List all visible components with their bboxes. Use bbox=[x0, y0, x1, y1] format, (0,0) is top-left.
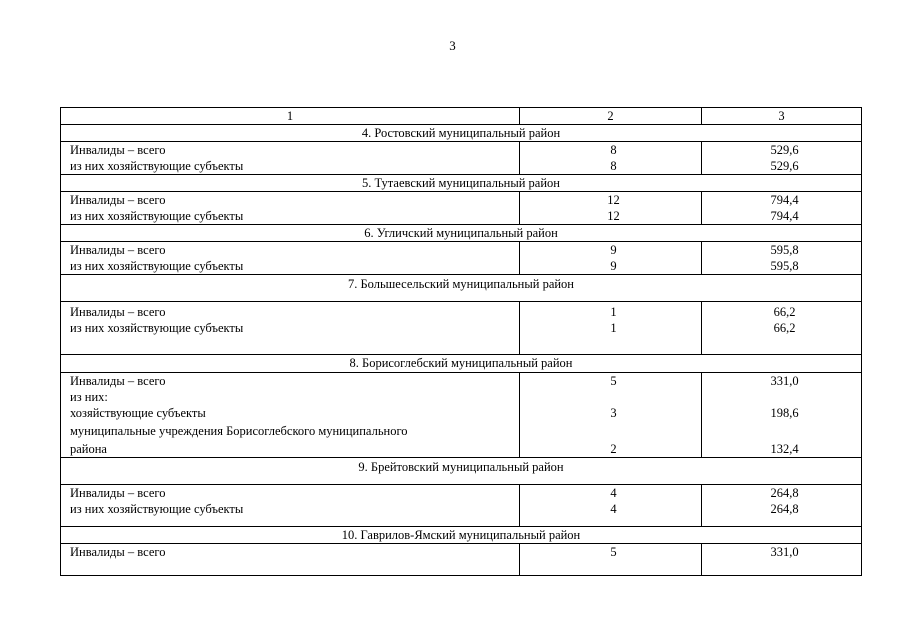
count-cell bbox=[520, 302, 702, 355]
amount-cell bbox=[702, 485, 862, 527]
row-label: Инвалиды – всего bbox=[70, 305, 166, 319]
amount-value: 331,0 bbox=[770, 545, 799, 559]
count-value: 3 bbox=[610, 406, 617, 420]
row-label-cell bbox=[61, 142, 520, 175]
count-value: 4 bbox=[610, 502, 617, 516]
section-title: 7. Большесельский муниципальный район bbox=[61, 275, 862, 302]
count-value: 2 bbox=[610, 442, 617, 456]
section-title-row bbox=[61, 225, 862, 242]
row-label: Инвалиды – всего bbox=[70, 486, 166, 500]
page-number: 3 bbox=[449, 38, 456, 53]
amount-value: 529,6 bbox=[770, 159, 799, 173]
amount-value: 794,4 bbox=[770, 193, 799, 207]
section-title-row bbox=[61, 125, 862, 142]
amount-value: 132,4 bbox=[770, 442, 799, 456]
row-label: из них: bbox=[70, 390, 108, 404]
table-row bbox=[61, 373, 862, 458]
amount-value: 595,8 bbox=[770, 259, 799, 273]
count-value: 8 bbox=[610, 159, 617, 173]
count-cell bbox=[520, 373, 702, 458]
amount-cell bbox=[702, 302, 862, 355]
table-row bbox=[61, 192, 862, 225]
table-row bbox=[61, 485, 862, 527]
section-title-row bbox=[61, 355, 862, 373]
row-label: из них хозяйствующие субъекты bbox=[70, 209, 244, 223]
row-label: Инвалиды – всего bbox=[70, 193, 166, 207]
table-row bbox=[61, 142, 862, 175]
section-title-row bbox=[61, 527, 862, 544]
count-value: 1 bbox=[610, 321, 617, 335]
section-title-row bbox=[61, 458, 862, 485]
amount-cell bbox=[702, 192, 862, 225]
count-value bbox=[526, 423, 701, 441]
row-label: района bbox=[70, 442, 107, 456]
amount-value: 66,2 bbox=[773, 305, 796, 319]
row-label-cell bbox=[61, 192, 520, 225]
amount-value: 66,2 bbox=[773, 321, 796, 335]
count-value: 9 bbox=[610, 259, 617, 273]
count-value: 9 bbox=[610, 243, 617, 257]
count-value: 12 bbox=[607, 209, 620, 223]
row-label-cell bbox=[61, 544, 520, 576]
amount-cell bbox=[702, 544, 862, 576]
header-col-1: 1 bbox=[61, 108, 520, 125]
amount-value: 264,8 bbox=[770, 486, 799, 500]
table-header-row bbox=[61, 108, 862, 125]
row-label: Инвалиды – всего bbox=[70, 545, 166, 559]
count-cell bbox=[520, 544, 702, 576]
amount-cell bbox=[702, 142, 862, 175]
amount-cell bbox=[702, 242, 862, 275]
count-value: 12 bbox=[607, 193, 620, 207]
count-cell bbox=[520, 485, 702, 527]
amount-value bbox=[708, 423, 861, 441]
row-label-cell bbox=[61, 373, 520, 458]
row-label: из них хозяйствующие субъекты bbox=[70, 502, 244, 516]
section-title: 6. Угличский муниципальный район bbox=[61, 225, 862, 242]
header-col-3: 3 bbox=[702, 108, 862, 125]
count-value: 1 bbox=[610, 305, 617, 319]
amount-value: 198,6 bbox=[770, 406, 799, 420]
row-label-cell bbox=[61, 242, 520, 275]
amount-cell bbox=[702, 373, 862, 458]
section-title-row bbox=[61, 275, 862, 302]
row-label: муниципальные учреждения Борисоглебского муниципального bbox=[70, 424, 408, 438]
section-title: 5. Тутаевский муниципальный район bbox=[61, 175, 862, 192]
count-value: 5 bbox=[610, 374, 617, 388]
table-row bbox=[61, 544, 862, 576]
amount-value bbox=[708, 389, 861, 405]
row-label: из них хозяйствующие субъекты bbox=[70, 159, 244, 173]
count-value: 5 bbox=[610, 545, 617, 559]
amount-value: 264,8 bbox=[770, 502, 799, 516]
row-label-cell bbox=[61, 485, 520, 527]
section-title: 10. Гаврилов-Ямский муниципальный район bbox=[61, 527, 862, 544]
count-value: 8 bbox=[610, 143, 617, 157]
table-row bbox=[61, 302, 862, 355]
count-cell bbox=[520, 192, 702, 225]
amount-value: 595,8 bbox=[770, 243, 799, 257]
count-value bbox=[526, 389, 701, 405]
row-label-cell bbox=[61, 302, 520, 355]
count-value: 4 bbox=[610, 486, 617, 500]
count-cell bbox=[520, 242, 702, 275]
row-label: Инвалиды – всего bbox=[70, 243, 166, 257]
header-col-2: 2 bbox=[520, 108, 702, 125]
row-label: хозяйствующие субъекты bbox=[70, 406, 206, 420]
section-title-row bbox=[61, 175, 862, 192]
amount-value: 331,0 bbox=[770, 374, 799, 388]
row-label: Инвалиды – всего bbox=[70, 143, 166, 157]
section-title: 9. Брейтовский муниципальный район bbox=[61, 458, 862, 485]
section-title: 4. Ростовский муниципальный район bbox=[61, 125, 862, 142]
section-title: 8. Борисоглебский муниципальный район bbox=[61, 355, 862, 373]
amount-value: 794,4 bbox=[770, 209, 799, 223]
amount-value: 529,6 bbox=[770, 143, 799, 157]
row-label: Инвалиды – всего bbox=[70, 374, 166, 388]
table-row bbox=[61, 242, 862, 275]
row-label: из них хозяйствующие субъекты bbox=[70, 321, 244, 335]
data-table bbox=[60, 107, 862, 576]
row-label: из них хозяйствующие субъекты bbox=[70, 259, 244, 273]
count-cell bbox=[520, 142, 702, 175]
